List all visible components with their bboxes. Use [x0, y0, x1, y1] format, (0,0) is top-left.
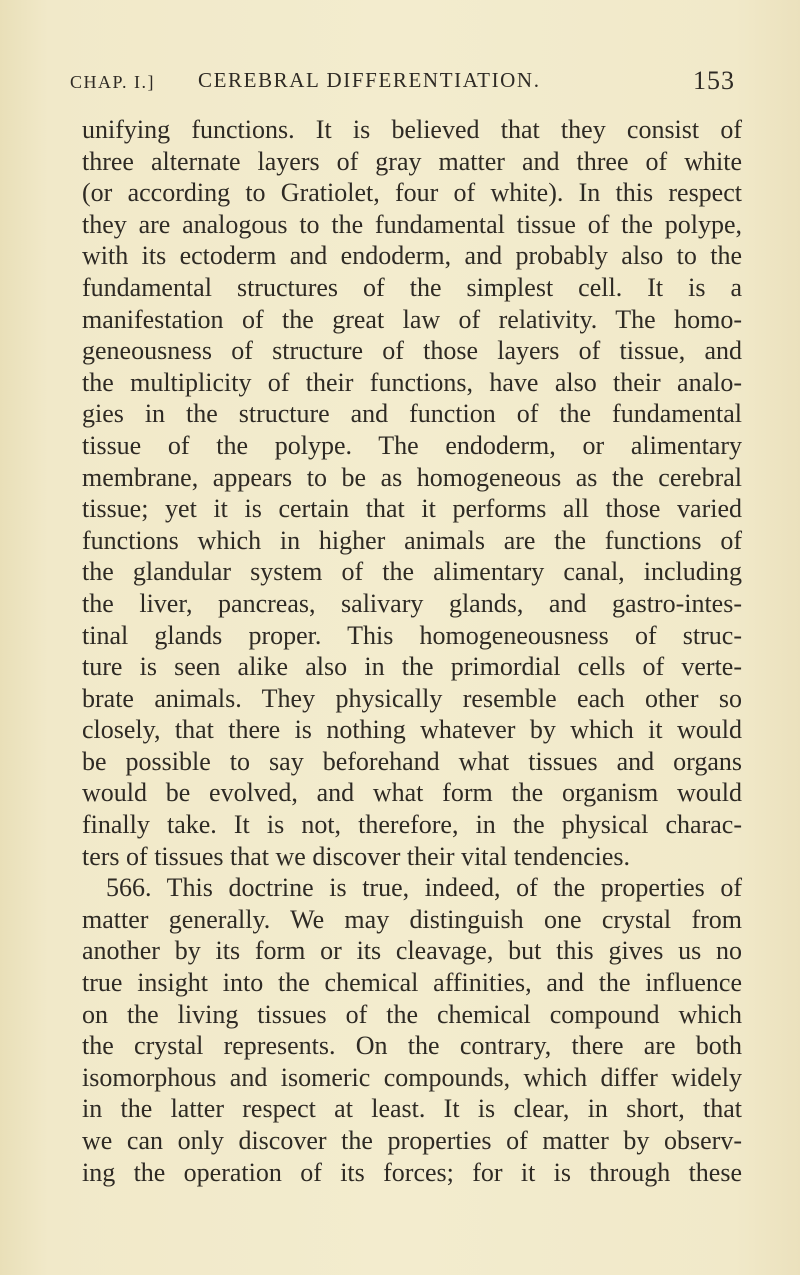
text-line: the liver, pancreas, salivary glands, and gastro-intes-	[82, 588, 742, 618]
text-line: brate animals. They physically resemble each other so	[82, 683, 742, 713]
body-text	[82, 114, 742, 1188]
text-line: the crystal represents. On the contrary, there are both	[82, 1031, 742, 1061]
page-number: 153	[693, 66, 735, 95]
text-line: tinal glands proper. This homogeneousness of struc-	[82, 620, 742, 650]
text-line: isomorphous and isomeric compounds, which differ widely	[82, 1062, 742, 1092]
paragraph-start-line: 566. This doctrine is true, indeed, of the properties of	[106, 873, 742, 903]
text-line: geneousness of structure of those layers of tissue, and	[82, 336, 742, 366]
text-line: true insight into the chemical affinities, and the influence	[82, 968, 742, 998]
text-line: gies in the structure and function of the fundamental	[82, 399, 742, 429]
text-line: matter generally. We may distinguish one crystal from	[82, 904, 742, 934]
text-line: functions which in higher animals are the functions of	[82, 525, 742, 555]
text-line: the multiplicity of their functions, have also their analo-	[82, 367, 742, 397]
text-line: would be evolved, and what form the organism would	[82, 778, 742, 808]
text-line: (or according to Gratiolet, four of white). In this respect	[82, 178, 742, 208]
text-line: three alternate layers of gray matter and three of white	[82, 146, 742, 176]
text-line: manifestation of the great law of relativity. The homo-	[82, 304, 742, 334]
text-line: they are analogous to the fundamental tissue of the polype,	[82, 209, 742, 239]
running-title: CEREBRAL DIFFERENTIATION.	[198, 68, 541, 92]
text-line: with its ectoderm and endoderm, and probably also to the	[82, 241, 742, 271]
text-line: another by its form or its cleavage, but this gives us no	[82, 936, 742, 966]
text-line: tissue of the polype. The endoderm, or alimentary	[82, 430, 742, 460]
text-line: membrane, appears to be as homogeneous as the cerebral	[82, 462, 742, 492]
text-line: ters of tissues that we discover their vital tendencies.	[82, 841, 631, 871]
text-line: tissue; yet it is certain that it performs all those varied	[82, 494, 742, 524]
text-line: on the living tissues of the chemical compound which	[82, 999, 742, 1029]
text-line: ture is seen alike also in the primordial cells of verte-	[82, 652, 742, 682]
text-line: fundamental structures of the simplest cell. It is a	[82, 272, 742, 302]
text-line: in the latter respect at least. It is clear, in short, that	[82, 1094, 742, 1124]
text-line: ing the operation of its forces; for it is through these	[82, 1157, 742, 1187]
text-line: we can only discover the properties of matter by observ-	[82, 1126, 742, 1155]
text-line: be possible to say beforehand what tissues and organs	[82, 746, 742, 776]
text-line: unifying functions. It is believed that they consist of	[82, 115, 742, 144]
text-line: closely, that there is nothing whatever by which it would	[82, 715, 742, 745]
text-line: the glandular system of the alimentary canal, including	[82, 557, 742, 587]
chapter-label: CHAP. I.]	[70, 72, 156, 92]
running-head	[70, 66, 735, 100]
text-line: finally take. It is not, therefore, in the physical charac-	[82, 810, 742, 840]
